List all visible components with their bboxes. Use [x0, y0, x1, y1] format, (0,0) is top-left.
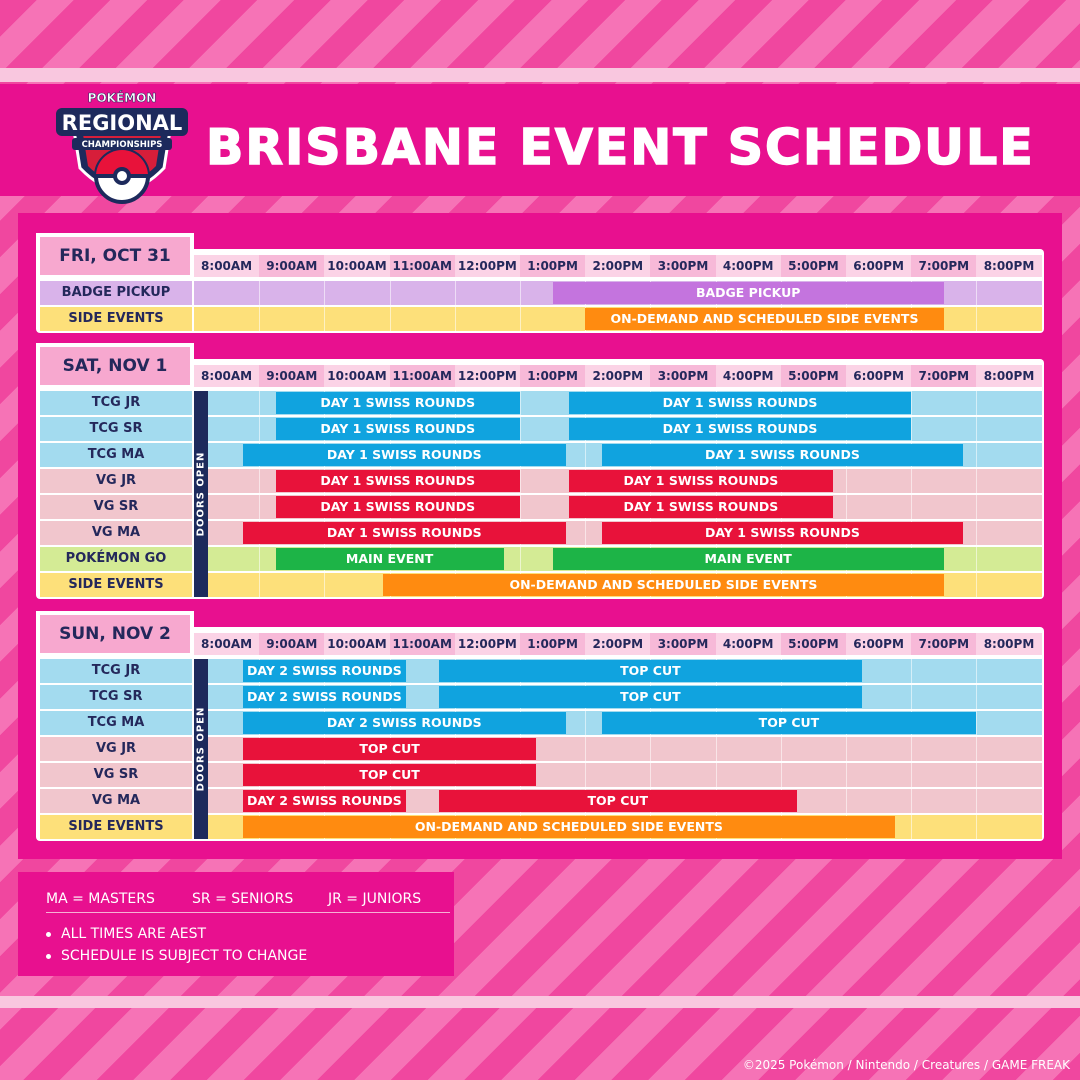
schedule-row — [40, 711, 1040, 735]
grid-line — [976, 815, 977, 839]
schedule-row — [40, 469, 1040, 493]
grid-line — [976, 521, 977, 545]
grid-line — [911, 789, 912, 813]
time-label: 8:00AM — [201, 637, 253, 651]
event-bar: DAY 2 SWISS ROUNDS — [243, 712, 566, 734]
event-bar: DAY 1 SWISS ROUNDS — [243, 444, 566, 466]
grid-line — [520, 391, 521, 415]
time-label: 8:00PM — [983, 259, 1035, 273]
event-bar: DAY 1 SWISS ROUNDS — [276, 470, 521, 492]
time-label: 12:00PM — [457, 637, 517, 651]
row-label: VG SR — [40, 763, 192, 787]
grid-line — [976, 495, 977, 519]
grid-line — [846, 737, 847, 761]
row-label: SIDE EVENTS — [40, 307, 192, 331]
day-label: SAT, NOV 1 — [40, 347, 190, 385]
time-label: 9:00AM — [259, 255, 324, 277]
schedule-row — [40, 815, 1040, 839]
grid-line — [585, 711, 586, 735]
grid-line — [259, 281, 260, 305]
grid-line — [650, 737, 651, 761]
time-label: 7:00PM — [911, 633, 976, 655]
row-label: TCG SR — [40, 417, 192, 441]
grid-line — [976, 391, 977, 415]
note-text: ALL TIMES ARE AEST — [61, 926, 207, 942]
time-label: 4:00PM — [722, 369, 774, 383]
time-label: 8:00PM — [983, 637, 1035, 651]
schedule-row — [40, 763, 1040, 787]
time-label: 8:00PM — [983, 369, 1035, 383]
event-bar: DAY 1 SWISS ROUNDS — [602, 444, 964, 466]
grid-line — [976, 737, 977, 761]
time-label: 6:00PM — [853, 259, 904, 273]
grid-line — [585, 443, 586, 467]
row-track — [194, 573, 1042, 597]
row-track — [194, 763, 1042, 787]
grid-line — [846, 469, 847, 493]
grid-line — [911, 391, 912, 415]
time-label: 12:00PM — [457, 259, 517, 273]
event-bar: DAY 1 SWISS ROUNDS — [569, 496, 833, 518]
time-label: 8:00AM — [201, 259, 253, 273]
abbreviation-legend — [46, 884, 450, 914]
row-label: SIDE EVENTS — [40, 815, 192, 839]
time-label: 11:00AM — [390, 365, 455, 387]
event-bar: DAY 2 SWISS ROUNDS — [243, 660, 406, 682]
time-label: 10:00AM — [327, 369, 387, 383]
row-label: TCG SR — [40, 685, 192, 709]
grid-line — [976, 469, 977, 493]
svg-text:REGIONAL: REGIONAL — [61, 111, 183, 135]
row-track — [194, 307, 1042, 331]
event-bar: TOP CUT — [439, 686, 863, 708]
row-label: VG JR — [40, 737, 192, 761]
row-track — [194, 391, 1042, 415]
legend-masters: MA = MASTERS — [46, 891, 155, 907]
grid-line — [520, 307, 521, 331]
time-label: 4:00PM — [722, 259, 774, 273]
schedule-row — [40, 573, 1040, 597]
time-label: 10:00AM — [327, 637, 387, 651]
grid-line — [259, 469, 260, 493]
event-bar: TOP CUT — [243, 738, 536, 760]
grid-line — [520, 417, 521, 441]
row-label: VG JR — [40, 469, 192, 493]
copyright: ©2025 Pokémon / Nintendo / Creatures / GAME FREAK — [742, 1058, 1070, 1072]
grid-line — [585, 521, 586, 545]
row-label: VG MA — [40, 521, 192, 545]
doors-open-marker — [194, 391, 208, 597]
grid-line — [390, 281, 391, 305]
day-label: SUN, NOV 2 — [40, 615, 190, 653]
grid-line — [259, 307, 260, 331]
row-track — [194, 815, 1042, 839]
doors-open-label: DOORS OPEN — [195, 451, 207, 537]
event-bar: DAY 2 SWISS ROUNDS — [243, 790, 406, 812]
schedule-row — [40, 659, 1040, 683]
time-label: 2:00PM — [592, 637, 644, 651]
time-label: 6:00PM — [853, 637, 904, 651]
grid-line — [520, 547, 521, 571]
time-label: 1:00PM — [520, 365, 585, 387]
schedule-row — [40, 495, 1040, 519]
doors-open-marker — [194, 659, 208, 839]
grid-line — [976, 789, 977, 813]
schedule-row — [40, 443, 1040, 467]
row-label: POKÉMON GO — [40, 547, 192, 571]
note-text: SCHEDULE IS SUBJECT TO CHANGE — [61, 948, 308, 964]
bullet-icon — [46, 954, 51, 959]
grid-line — [976, 281, 977, 305]
grid-line — [976, 685, 977, 709]
grid-line — [455, 307, 456, 331]
legend-seniors: SR = SENIORS — [192, 891, 294, 907]
grid-line — [911, 763, 912, 787]
bottom-light-band — [0, 996, 1080, 1008]
time-label: 9:00AM — [259, 365, 324, 387]
grid-line — [259, 573, 260, 597]
schedule-row — [40, 417, 1040, 441]
grid-line — [911, 685, 912, 709]
grid-line — [976, 573, 977, 597]
grid-line — [585, 763, 586, 787]
time-label: 11:00AM — [390, 633, 455, 655]
event-bar: TOP CUT — [243, 764, 536, 786]
row-track — [194, 711, 1042, 735]
row-track — [194, 685, 1042, 709]
grid-line — [520, 495, 521, 519]
time-label: 3:00PM — [650, 365, 715, 387]
time-label: 3:00PM — [650, 255, 715, 277]
event-bar: DAY 1 SWISS ROUNDS — [276, 392, 521, 414]
time-header — [194, 633, 1042, 655]
row-track — [194, 547, 1042, 571]
grid-line — [976, 711, 977, 735]
event-bar: MAIN EVENT — [276, 548, 504, 570]
row-track — [194, 417, 1042, 441]
time-label: 5:00PM — [781, 255, 846, 277]
top-light-band — [0, 68, 1080, 82]
grid-line — [781, 737, 782, 761]
regional-championships-logo — [52, 88, 192, 214]
row-label: TCG JR — [40, 659, 192, 683]
grid-line — [324, 281, 325, 305]
time-label: 8:00AM — [201, 369, 253, 383]
event-bar: TOP CUT — [439, 790, 798, 812]
grid-line — [324, 573, 325, 597]
grid-line — [976, 659, 977, 683]
day-tab — [36, 233, 194, 275]
grid-line — [911, 469, 912, 493]
row-label: VG SR — [40, 495, 192, 519]
legend-panel — [18, 872, 454, 976]
time-label: 7:00PM — [911, 365, 976, 387]
time-label: 5:00PM — [781, 365, 846, 387]
grid-line — [781, 763, 782, 787]
grid-line — [911, 495, 912, 519]
schedule-row — [40, 789, 1040, 813]
row-track — [194, 659, 1042, 683]
event-bar: ON-DEMAND AND SCHEDULED SIDE EVENTS — [243, 816, 895, 838]
row-label: TCG MA — [40, 443, 192, 467]
time-label: 9:00AM — [259, 633, 324, 655]
svg-text:CHAMPIONSHIPS: CHAMPIONSHIPS — [81, 140, 163, 150]
time-label: 10:00AM — [327, 259, 387, 273]
event-bar: MAIN EVENT — [553, 548, 944, 570]
schedule-row — [40, 281, 1040, 305]
event-bar: TOP CUT — [602, 712, 977, 734]
row-track — [194, 789, 1042, 813]
schedule-row — [40, 547, 1040, 571]
time-label: 2:00PM — [592, 369, 644, 383]
grid-line — [911, 737, 912, 761]
time-header — [194, 255, 1042, 277]
row-label: SIDE EVENTS — [40, 573, 192, 597]
grid-line — [716, 763, 717, 787]
grid-line — [976, 417, 977, 441]
time-label: 1:00PM — [520, 255, 585, 277]
bullet-icon — [46, 932, 51, 937]
grid-line — [846, 789, 847, 813]
note-item — [46, 924, 206, 944]
grid-line — [846, 495, 847, 519]
grid-line — [976, 443, 977, 467]
event-bar: DAY 1 SWISS ROUNDS — [569, 418, 911, 440]
row-track — [194, 443, 1042, 467]
grid-line — [259, 391, 260, 415]
schedule-row — [40, 307, 1040, 331]
grid-line — [911, 659, 912, 683]
event-bar: DAY 1 SWISS ROUNDS — [569, 392, 911, 414]
row-label: BADGE PICKUP — [40, 281, 192, 305]
event-bar: DAY 1 SWISS ROUNDS — [602, 522, 964, 544]
grid-line — [585, 737, 586, 761]
grid-line — [650, 763, 651, 787]
event-bar: TOP CUT — [439, 660, 863, 682]
grid-line — [716, 737, 717, 761]
time-label: 6:00PM — [853, 369, 904, 383]
event-bar: ON-DEMAND AND SCHEDULED SIDE EVENTS — [585, 308, 944, 330]
time-label: 11:00AM — [390, 255, 455, 277]
time-label: 1:00PM — [520, 633, 585, 655]
time-label: 4:00PM — [722, 637, 774, 651]
schedule-row — [40, 685, 1040, 709]
row-track — [194, 521, 1042, 545]
event-bar: DAY 1 SWISS ROUNDS — [243, 522, 566, 544]
time-header — [194, 365, 1042, 387]
day-tab — [36, 343, 194, 385]
day-tab — [36, 611, 194, 653]
grid-line — [976, 547, 977, 571]
event-bar: DAY 1 SWISS ROUNDS — [276, 496, 521, 518]
grid-line — [259, 417, 260, 441]
page-title: BRISBANE EVENT SCHEDULE — [206, 119, 1035, 176]
row-label: TCG MA — [40, 711, 192, 735]
grid-line — [259, 495, 260, 519]
event-bar: BADGE PICKUP — [553, 282, 944, 304]
event-bar: DAY 1 SWISS ROUNDS — [569, 470, 833, 492]
day-label: FRI, OCT 31 — [40, 237, 190, 275]
time-label: 12:00PM — [457, 369, 517, 383]
row-track — [194, 469, 1042, 493]
row-track — [194, 495, 1042, 519]
grid-line — [390, 307, 391, 331]
time-label: 5:00PM — [781, 633, 846, 655]
event-bar: DAY 2 SWISS ROUNDS — [243, 686, 406, 708]
schedule-row — [40, 521, 1040, 545]
grid-line — [324, 307, 325, 331]
row-track — [194, 281, 1042, 305]
legend-divider — [46, 912, 450, 913]
row-label: TCG JR — [40, 391, 192, 415]
svg-text:POKÉMON: POKÉMON — [87, 91, 157, 105]
grid-line — [520, 469, 521, 493]
grid-line — [976, 307, 977, 331]
event-bar: ON-DEMAND AND SCHEDULED SIDE EVENTS — [383, 574, 944, 596]
grid-line — [520, 281, 521, 305]
schedule-row — [40, 391, 1040, 415]
row-track — [194, 737, 1042, 761]
row-label: VG MA — [40, 789, 192, 813]
grid-line — [911, 417, 912, 441]
grid-line — [259, 547, 260, 571]
event-bar: DAY 1 SWISS ROUNDS — [276, 418, 521, 440]
schedule-row — [40, 737, 1040, 761]
doors-open-label: DOORS OPEN — [195, 706, 207, 792]
grid-line — [846, 763, 847, 787]
note-item — [46, 946, 307, 966]
grid-line — [455, 281, 456, 305]
legend-juniors: JR = JUNIORS — [328, 891, 422, 907]
time-label: 2:00PM — [592, 259, 644, 273]
time-label: 7:00PM — [911, 255, 976, 277]
grid-line — [976, 763, 977, 787]
grid-line — [911, 815, 912, 839]
time-label: 3:00PM — [650, 633, 715, 655]
